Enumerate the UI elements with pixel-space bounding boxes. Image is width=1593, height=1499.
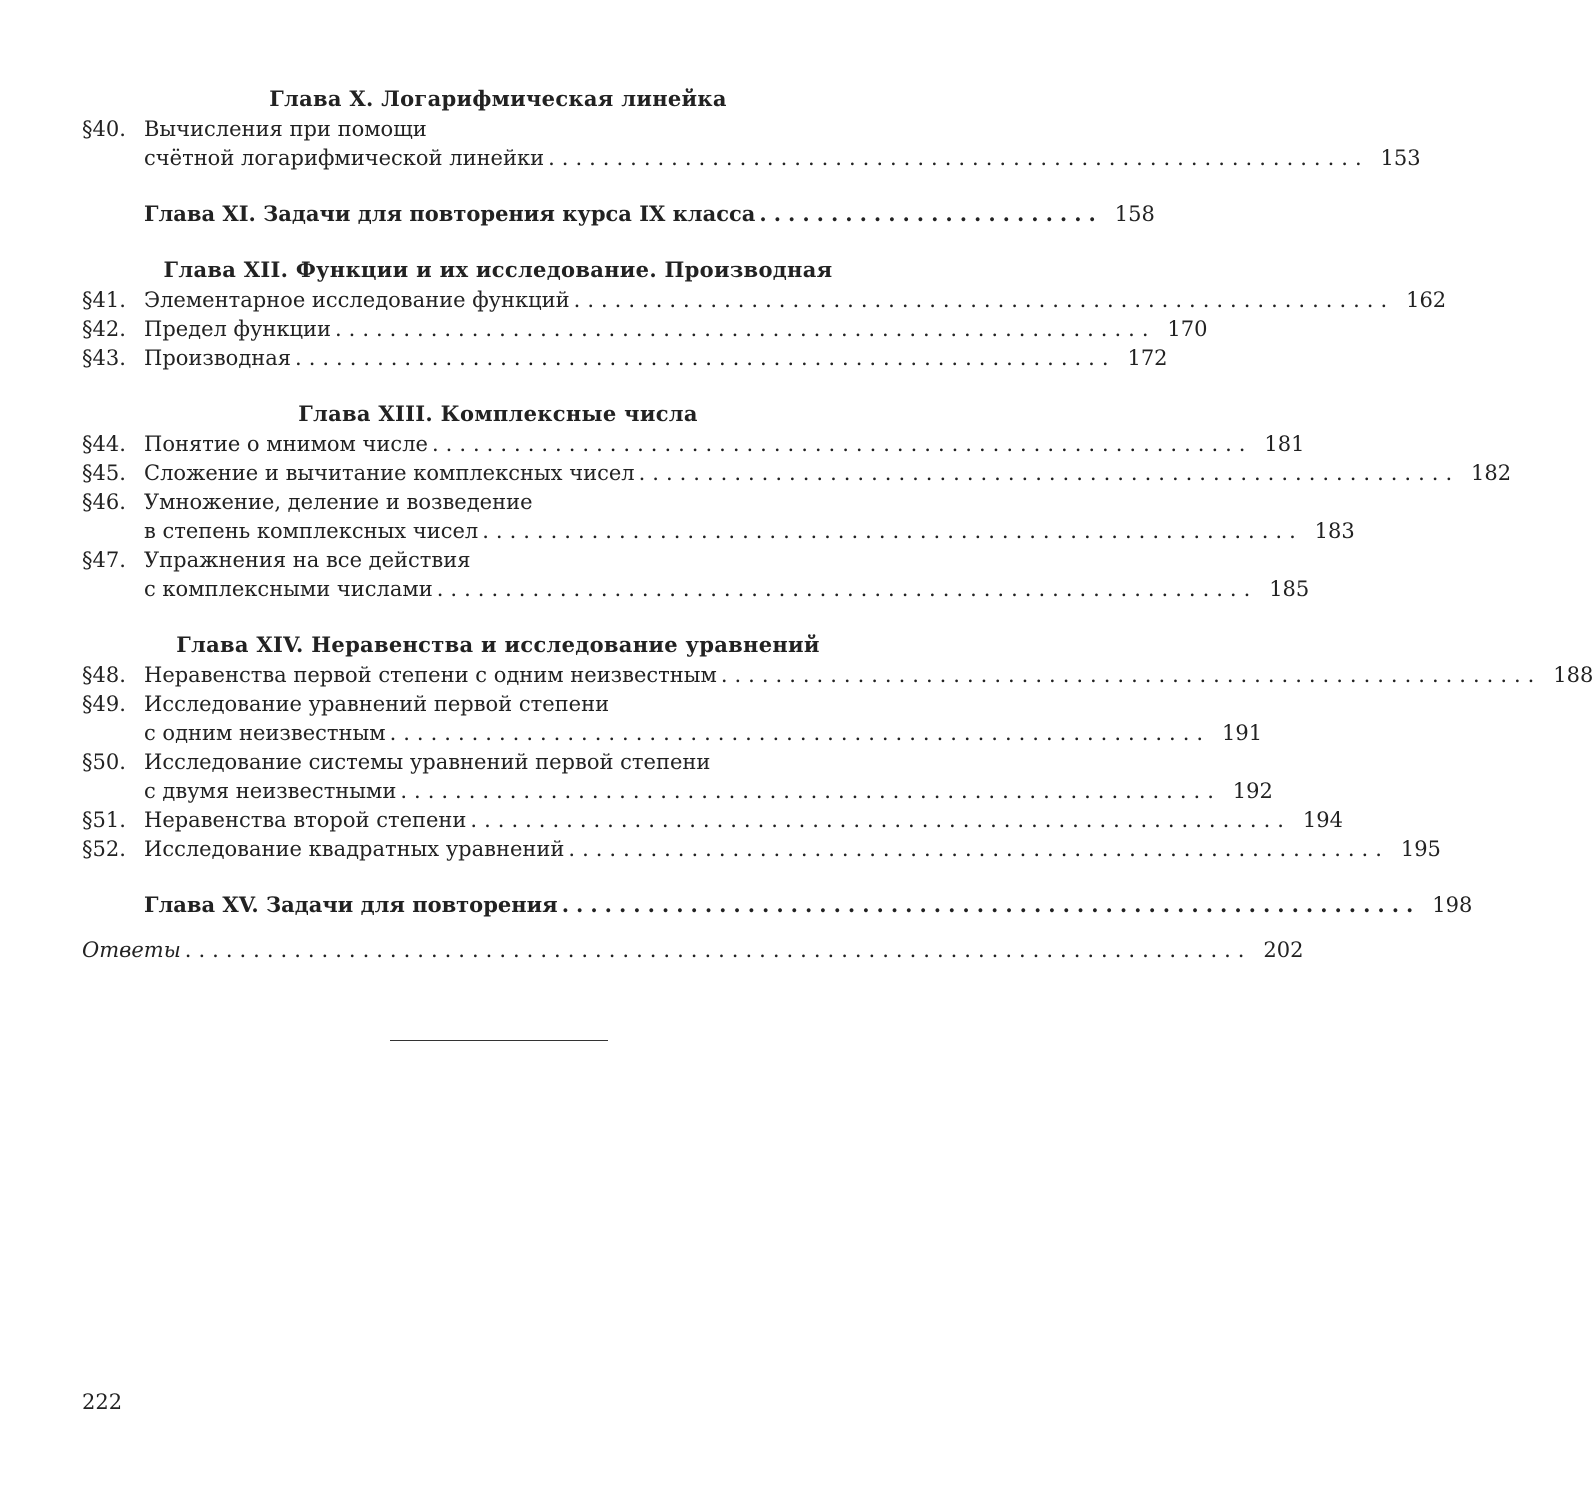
entry-title-cont: в степень комплексных чисел	[144, 519, 479, 543]
chapter-entry[interactable]	[82, 890, 1473, 920]
toc-entry[interactable]	[82, 546, 1310, 604]
leader-dots: ..............................................................................	[184, 938, 1252, 962]
section-number: §41.	[82, 288, 126, 312]
section-number: §42.	[82, 317, 126, 341]
answers-entry[interactable]	[82, 936, 1304, 965]
entry-title: Исследование квадратных уравнений	[144, 837, 565, 861]
page-number: 185	[1269, 577, 1310, 601]
entry-title: Неравенства второй степени	[144, 808, 467, 832]
leader-dots: ............................................................	[561, 892, 1421, 917]
chapter-heading: Глава XII. Функции и их исследование. Производная	[163, 257, 833, 282]
leader-dots: ............................................................	[334, 317, 1156, 341]
section-number: §51.	[82, 808, 126, 832]
leader-dots: ............................................................	[482, 519, 1303, 543]
chapter-entry[interactable]	[82, 199, 1155, 229]
page-number: 194	[1302, 808, 1343, 832]
toc-entry[interactable]	[82, 488, 1355, 546]
page-number: 198	[1432, 893, 1473, 917]
page-number: 162	[1406, 288, 1447, 312]
entry-title-cont: с одним неизвестным	[144, 721, 386, 745]
leader-dots: ............................................................	[573, 288, 1395, 312]
page-number: 158	[1114, 202, 1155, 226]
chapter-heading: Глава XV. Задачи для повторения	[144, 892, 558, 917]
toc-entry[interactable]	[82, 661, 1593, 690]
leader-dots: ............................................................	[431, 432, 1253, 456]
entry-title: Исследование системы уравнений первой степени	[144, 750, 711, 774]
entry-title: Вычисления при помощи	[144, 117, 427, 141]
page-number: 170	[1167, 317, 1208, 341]
entry-title: Неравенства первой степени с одним неизвестным	[144, 663, 717, 687]
entry-title: Исследование уравнений первой степени	[144, 692, 610, 716]
leader-dots: ............................................................	[720, 663, 1542, 687]
leader-dots: ............................................................	[548, 146, 1369, 170]
section-number: §43.	[82, 346, 126, 370]
toc-entry[interactable]	[82, 115, 1421, 173]
toc-entry[interactable]	[82, 430, 1305, 459]
chapter-heading: Глава XI. Задачи для повторения курса IX класса	[144, 201, 756, 226]
entry-title-cont: с двумя неизвестными	[144, 779, 397, 803]
toc-entry[interactable]	[82, 835, 1441, 864]
section-number: §47.	[82, 548, 126, 572]
page-number: 202	[1263, 938, 1304, 962]
page-number: 153	[1380, 146, 1421, 170]
toc-entry[interactable]	[82, 286, 1447, 315]
page-number: 181	[1264, 432, 1305, 456]
page-number: 192	[1232, 779, 1273, 803]
page-number: 182	[1471, 461, 1512, 485]
entry-title: Умножение, деление и возведение	[144, 490, 533, 514]
closing-rule	[390, 1040, 608, 1041]
section-number: §52.	[82, 837, 126, 861]
section-number: §44.	[82, 432, 126, 456]
leader-dots: ........................	[759, 201, 1103, 226]
entry-title: Предел функции	[144, 317, 331, 341]
toc-entry[interactable]	[82, 690, 1263, 748]
leader-dots: ............................................................	[389, 721, 1211, 745]
entry-title: Элементарное исследование функций	[144, 288, 570, 312]
page-number: 188	[1553, 663, 1593, 687]
leader-dots: ............................................................	[436, 577, 1258, 601]
section-number: §40.	[82, 117, 126, 141]
toc-entry[interactable]	[82, 459, 1512, 488]
chapter-heading: Глава X. Логарифмическая линейка	[269, 86, 727, 111]
section-number: §50.	[82, 750, 126, 774]
toc-entry[interactable]	[82, 748, 1273, 806]
chapter-heading: Глава XIV. Неравенства и исследование уравнений	[176, 632, 820, 657]
section-number: §46.	[82, 490, 126, 514]
section-number: §48.	[82, 663, 126, 687]
answers-label: Ответы	[82, 938, 181, 962]
entry-title: Упражнения на все действия	[144, 548, 471, 572]
page-number: 172	[1127, 346, 1168, 370]
entry-title: Сложение и вычитание комплексных чисел	[144, 461, 635, 485]
page-number: 183	[1314, 519, 1355, 543]
page-number: 191	[1222, 721, 1263, 745]
leader-dots: ............................................................	[638, 461, 1460, 485]
toc-entry[interactable]	[82, 315, 1208, 344]
chapter-heading: Глава XIII. Комплексные числа	[298, 401, 698, 426]
page-number: 195	[1400, 837, 1441, 861]
entry-title-cont: с комплексными числами	[144, 577, 433, 601]
toc-entry[interactable]	[82, 806, 1343, 835]
leader-dots: ............................................................	[400, 779, 1221, 803]
leader-dots: ............................................................	[568, 837, 1389, 861]
leader-dots: ............................................................	[470, 808, 1291, 832]
entry-title-cont: счётной логарифмической линейки	[144, 146, 545, 170]
entry-title: Производная	[144, 346, 292, 370]
toc-entry[interactable]	[82, 344, 1168, 373]
table-of-contents	[82, 84, 1593, 965]
leader-dots: ............................................................	[295, 346, 1116, 370]
section-number: §49.	[82, 692, 126, 716]
section-number: §45.	[82, 461, 126, 485]
entry-title: Понятие о мнимом числе	[144, 432, 428, 456]
page-folio: 222	[82, 1390, 123, 1414]
